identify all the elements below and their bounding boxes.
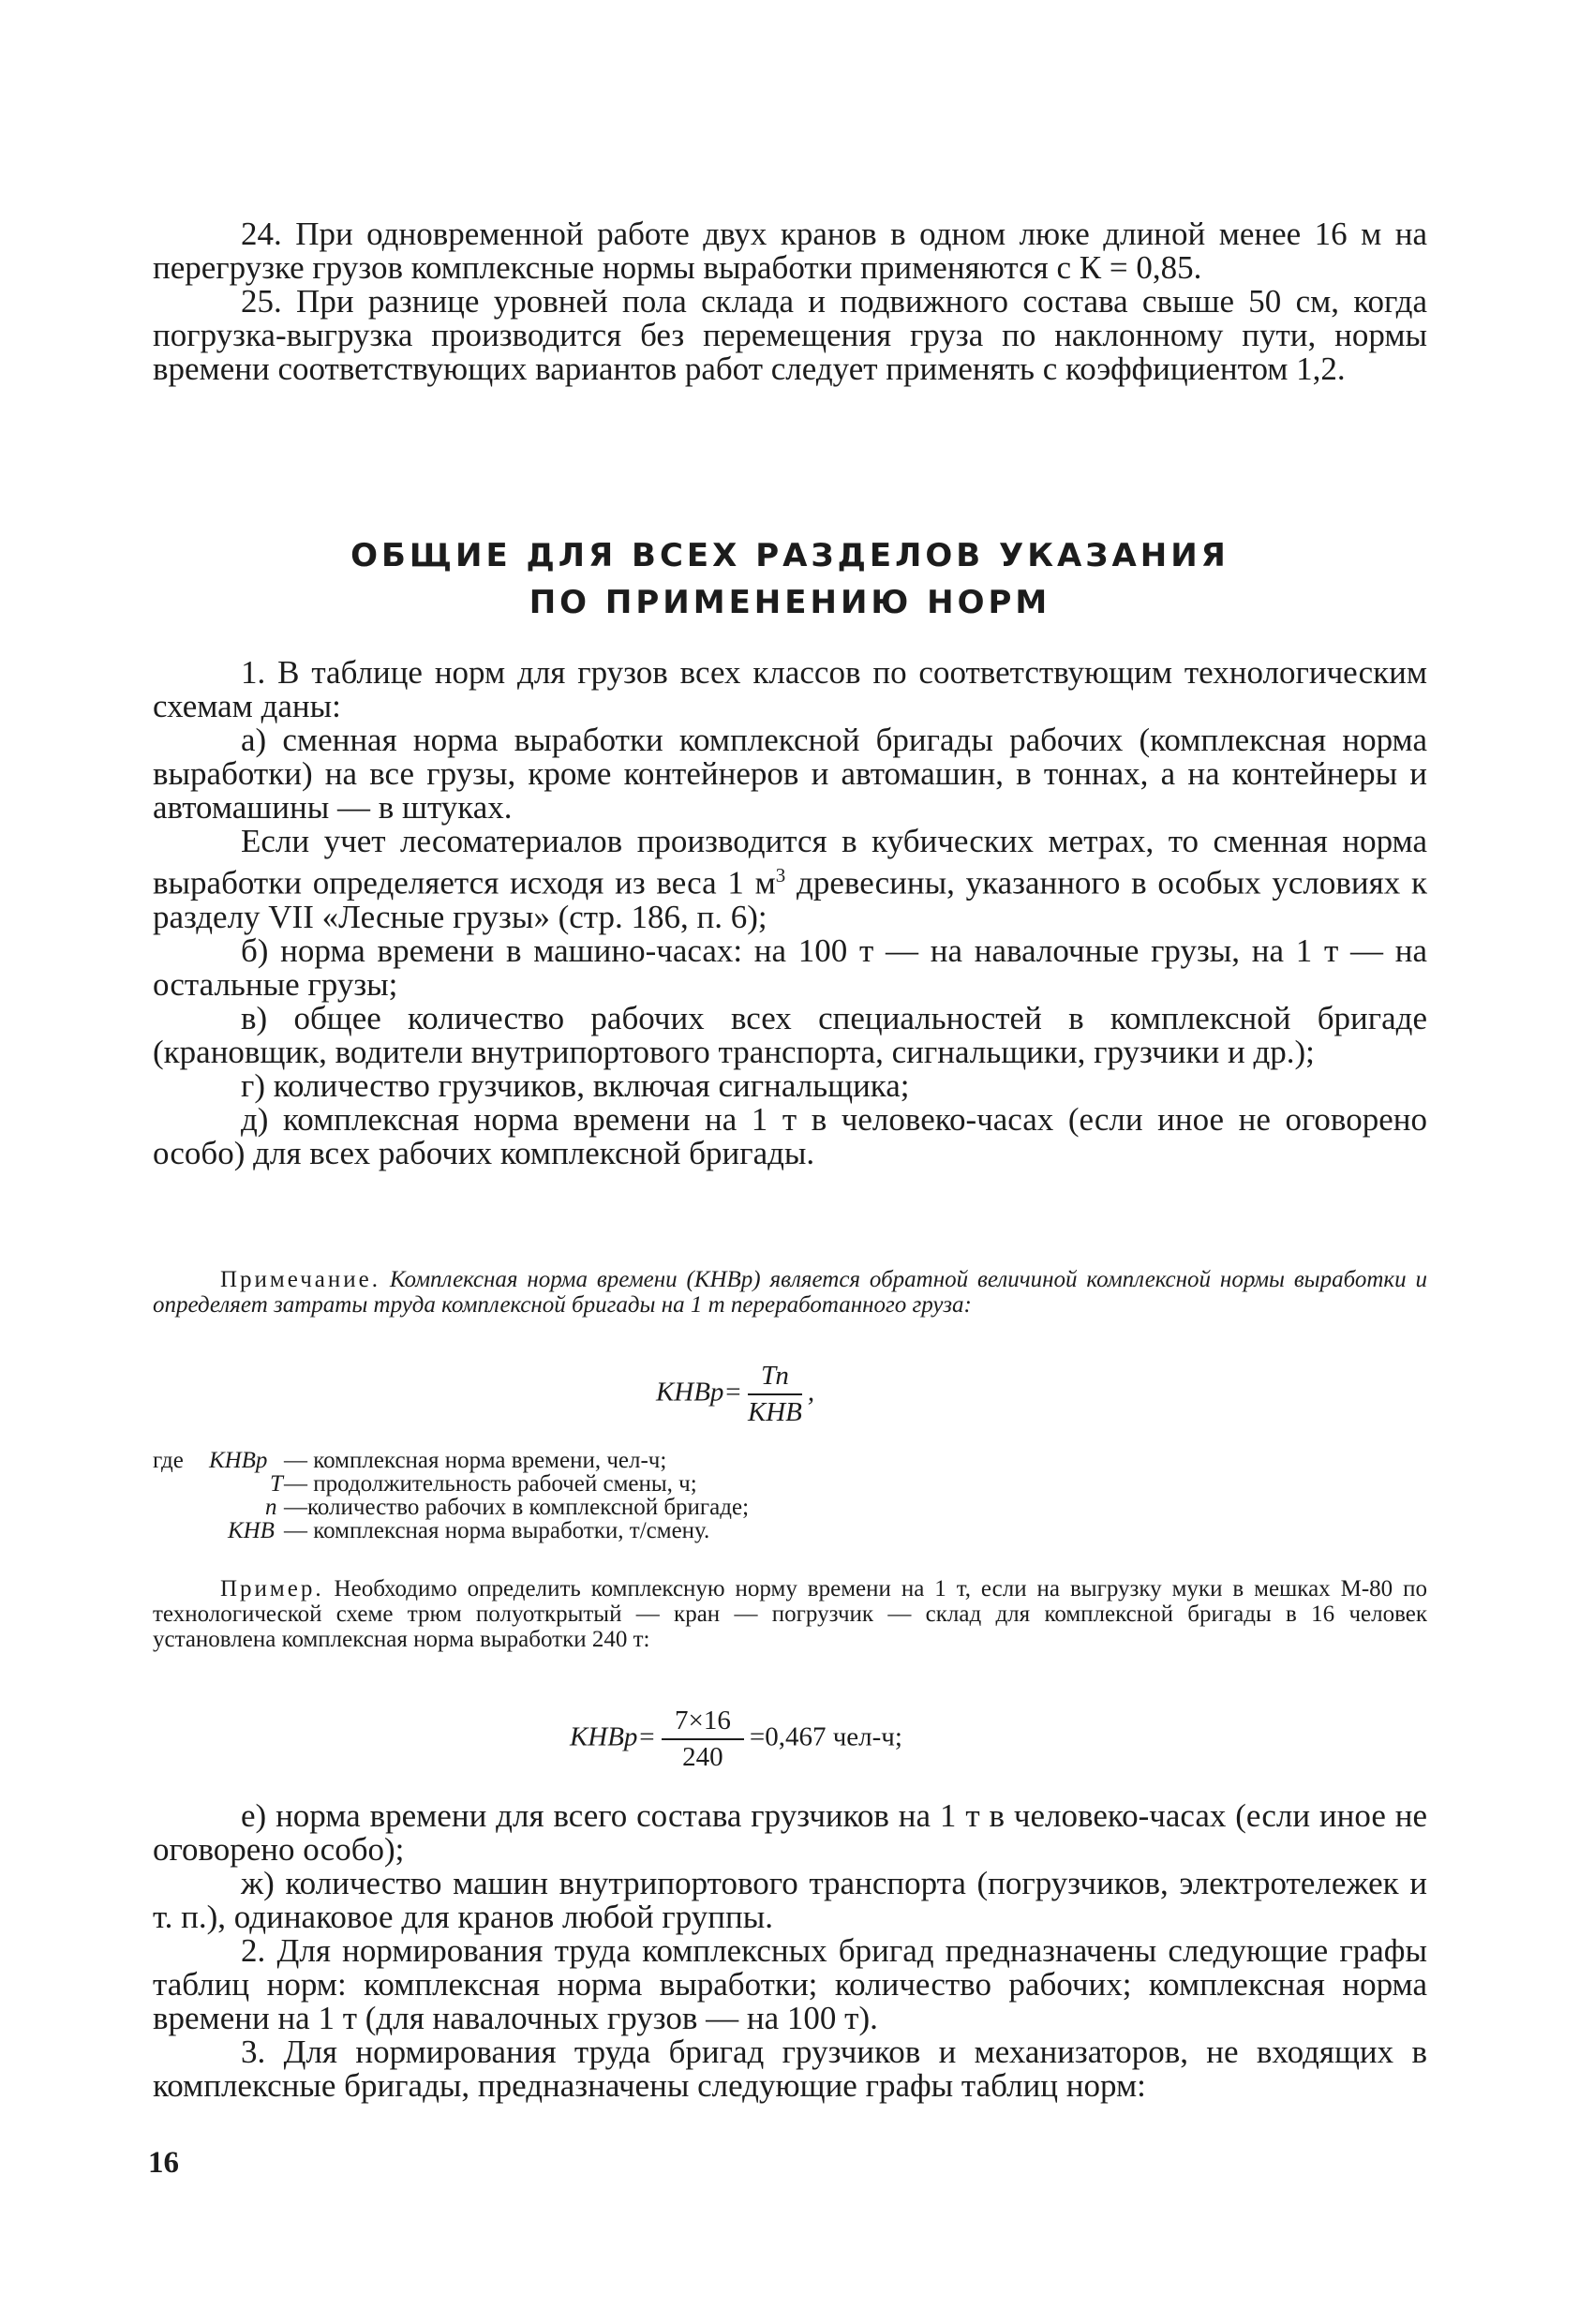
- heading-line-2: ПО ПРИМЕНЕНИЮ НОРМ: [529, 584, 1051, 621]
- page-number: 16: [148, 2146, 179, 2180]
- note-formula-fraction: [748, 1361, 802, 1428]
- paragraph-24: 24. При одновременной работе двух кранов в одном люке длиной менее 16 м на перегрузке грузов комплексные нормы выработки применяются с К = 0,85.: [153, 216, 1427, 286]
- item-v: в) общее количество рабочих всех специальностей в комплексной бригаде (крановщик, водители внутрипортового транспорта, сигнальщики, грузчики и др.);: [153, 999, 1427, 1070]
- example-formula-result: =0,467 чел-ч;: [749, 1721, 902, 1752]
- example-label: Пример.: [220, 1576, 324, 1601]
- note-formula-denominator: КНВ: [747, 1397, 802, 1427]
- example-paragraph: [153, 1576, 1427, 1652]
- legend-row: [153, 1519, 1427, 1542]
- note-text: Комплексная норма времени (КНВр) является обратной величиной комплексной нормы выработки и определяет затраты труда комплексной бригады на 1 т переработанного груза:: [153, 1267, 1427, 1318]
- example-formula-numerator: 7×16: [662, 1706, 744, 1740]
- legend-row: [153, 1496, 1427, 1519]
- example-formula: [570, 1706, 902, 1773]
- paragraph-25: 25. При разнице уровней пола склада и подвижного состава свыше 50 см, когда погрузка-выгрузка производится без перемещения груза по наклонному пути, нормы времени соответствующих вариантов работ следует применять с коэффициентом 1,2.: [153, 283, 1427, 387]
- item-d: д) комплексная норма времени на 1 т в человеко-часах (если иное не оговорено особо) для всех рабочих комплексной бригады.: [153, 1100, 1427, 1171]
- legend-row: [153, 1472, 1427, 1496]
- section-1: [153, 656, 1427, 1170]
- legend-symbol: КНВр: [209, 1448, 268, 1473]
- note-formula-lhs: КНВр=: [656, 1377, 742, 1408]
- section-heading: [153, 532, 1427, 626]
- legend-description: — продолжительность рабочей смены, ч;: [284, 1471, 697, 1497]
- top-paragraphs: [153, 217, 1427, 386]
- note-block: [153, 1267, 1427, 1318]
- section-2: 2. Для нормирования труда комплексных бригад предназначены следующие графы таблиц норм: комплексная норма выработки; количество рабочих; комплексная норма времени на 1 т (для навалочных грузов — на 100 т).: [153, 1932, 1427, 2036]
- legend-description: —количество рабочих в комплексной бригаде;: [284, 1495, 750, 1520]
- note-formula-tail: ,: [807, 1377, 815, 1408]
- legend-symbol: КНВ: [228, 1518, 275, 1543]
- note-formula: [656, 1361, 814, 1428]
- wood-text-1: Если учет лесоматериалов производится в кубических метрах, то сменная норма выработки определяется исходя из веса 1 м: [153, 823, 1427, 901]
- legend-description: — комплексная норма выработки, т/смену.: [284, 1518, 710, 1543]
- example-formula-fraction: [662, 1706, 744, 1773]
- heading-line-1: ОБЩИЕ ДЛЯ ВСЕХ РАЗДЕЛОВ УКАЗАНИЯ: [350, 537, 1229, 574]
- legend-description: — комплексная норма времени, чел-ч;: [284, 1448, 667, 1473]
- item-a: а) сменная норма выработки комплексной бригады рабочих (комплексная норма выработки) на все грузы, кроме контейнеров и автомашин, в тоннах, а на контейнеры и автомашины — в штуках.: [153, 722, 1427, 826]
- section-3: 3. Для нормирования труда бригад грузчиков и механизаторов, не входящих в комплексные бригады, предназначены следующие графы таблиц норм:: [153, 2034, 1427, 2104]
- note-paragraph: [153, 1267, 1427, 1318]
- note-formula-numerator: Тп: [748, 1361, 802, 1395]
- wood-sup: 3: [775, 864, 786, 886]
- formula-legend: [153, 1449, 1427, 1542]
- item-g: г) количество грузчиков, включая сигнальщика;: [241, 1066, 910, 1104]
- section-1-intro: 1. В таблице норм для грузов всех классов по соответствующим технологическим схемам даны:: [153, 654, 1427, 724]
- example-block: [153, 1576, 1427, 1652]
- example-formula-denominator: 240: [682, 1742, 723, 1772]
- section-1-continued: [153, 1799, 1427, 2103]
- example-formula-lhs: КНВр=: [570, 1721, 656, 1752]
- item-b: б) норма времени в машино-часах: на 100 т — на навалочные грузы, на 1 т — на остальные грузы;: [153, 931, 1427, 1003]
- legend-symbol: Т: [270, 1471, 283, 1497]
- wood-text-2: древесины, указанного в особых условиях к разделу VII «Лесные грузы» (стр. 186, п. 6);: [153, 864, 1427, 935]
- wood-paragraph: [153, 825, 1427, 934]
- legend-where: где: [153, 1448, 184, 1473]
- legend-row: [153, 1449, 1427, 1472]
- example-text: Необходимо определить комплексную норму времени на 1 т, если на выгрузку муки в мешках М-80 по технологической схеме трюм полуоткрытый — кран — погрузчик — склад для комплексной бригады в 16 человек установлена комплексная норма выработки 240 т:: [153, 1576, 1427, 1652]
- item-e: е) норма времени для всего состава грузчиков на 1 т в человеко-часах (если иное не оговорено особо);: [153, 1797, 1427, 1868]
- item-zh: ж) количество машин внутрипортового транспорта (погрузчиков, электротележек и т. п.), одинаковое для кранов любой группы.: [153, 1865, 1427, 1935]
- legend-symbol: п: [265, 1495, 277, 1520]
- note-label: Примечание.: [220, 1267, 381, 1292]
